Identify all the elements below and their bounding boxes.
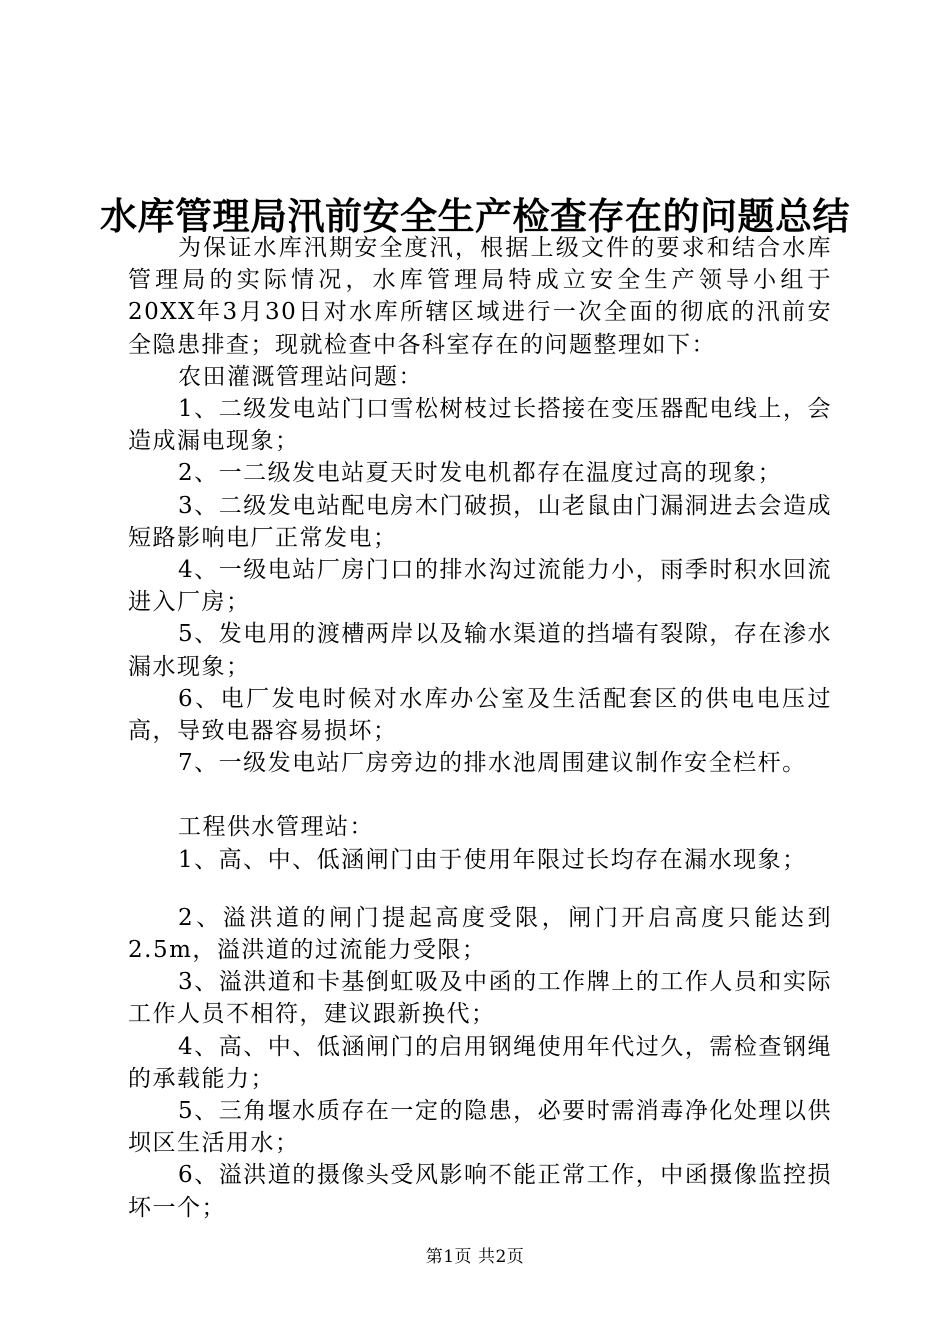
intro-paragraph: 为保证水库汛期安全度汛，根据上级文件的要求和结合水库管理局的实际情况，水库管理局特成立安全生产领导小组于20XX年3月30日对水库所辖区域进行一次全面的彻底的汛前安全隐患排查；现就检查中各科室存在的问题整理如下： — [128, 235, 832, 358]
section2-item: 3、溢洪道和卡基倒虹吸及中函的工作牌上的工作人员和实际工作人员不相符，建议跟新换代； — [128, 969, 832, 1028]
section2-item: 6、溢洪道的摄像头受风影响不能正常工作，中函摄像监控损坏一个； — [128, 1162, 832, 1221]
section2-heading: 工程供水管理站： — [178, 814, 374, 841]
blank-line — [128, 779, 832, 811]
document-title: 水库管理局汛前安全生产检查存在的问题总结 — [100, 194, 850, 238]
section1-item: 7、一级发电站厂房旁边的排水池周围建议制作安全栏杆。 — [178, 750, 807, 777]
section1-item: 1、二级发电站门口雪松树枝过长搭接在变压器配电线上，会造成漏电现象； — [128, 396, 832, 455]
section2-item: 5、三角堰水质存在一定的隐患，必要时需消毒净化处理以供坝区生活用水； — [128, 1098, 832, 1157]
section2-item: 1、高、中、低涵闸门由于使用年限过长均存在漏水现象； — [178, 846, 807, 873]
section1-item: 3、二级发电站配电房木门破损，山老鼠由门漏洞进去会造成短路影响电厂正常发电； — [128, 492, 832, 551]
section1-item: 4、一级电站厂房门口的排水沟过流能力小，雨季时积水回流进入厂房； — [128, 557, 832, 616]
section1-heading: 农田灌溉管理站问题： — [178, 363, 423, 390]
section1-item: 5、发电用的渡槽两岸以及输水渠道的挡墙有裂隙，存在渗水漏水现象； — [128, 621, 832, 680]
section1-item: 6、电厂发电时候对水库办公室及生活配套区的供电电压过高，导致电器容易损坏； — [128, 685, 832, 745]
section2-item: 2、溢洪道的闸门提起高度受限，闸门开启高度只能达到2.5m，溢洪道的过流能力受限； — [128, 904, 832, 964]
section1-item: 2、一二级发电站夏天时发电机都存在温度过高的现象； — [178, 460, 783, 487]
blank-line — [128, 876, 832, 902]
section2-item: 4、高、中、低涵闸门的启用钢绳使用年代过久，需检查钢绳的承载能力； — [128, 1033, 832, 1092]
page-footer: 第1页 共2页 — [425, 1247, 525, 1267]
document-body — [128, 232, 832, 1224]
